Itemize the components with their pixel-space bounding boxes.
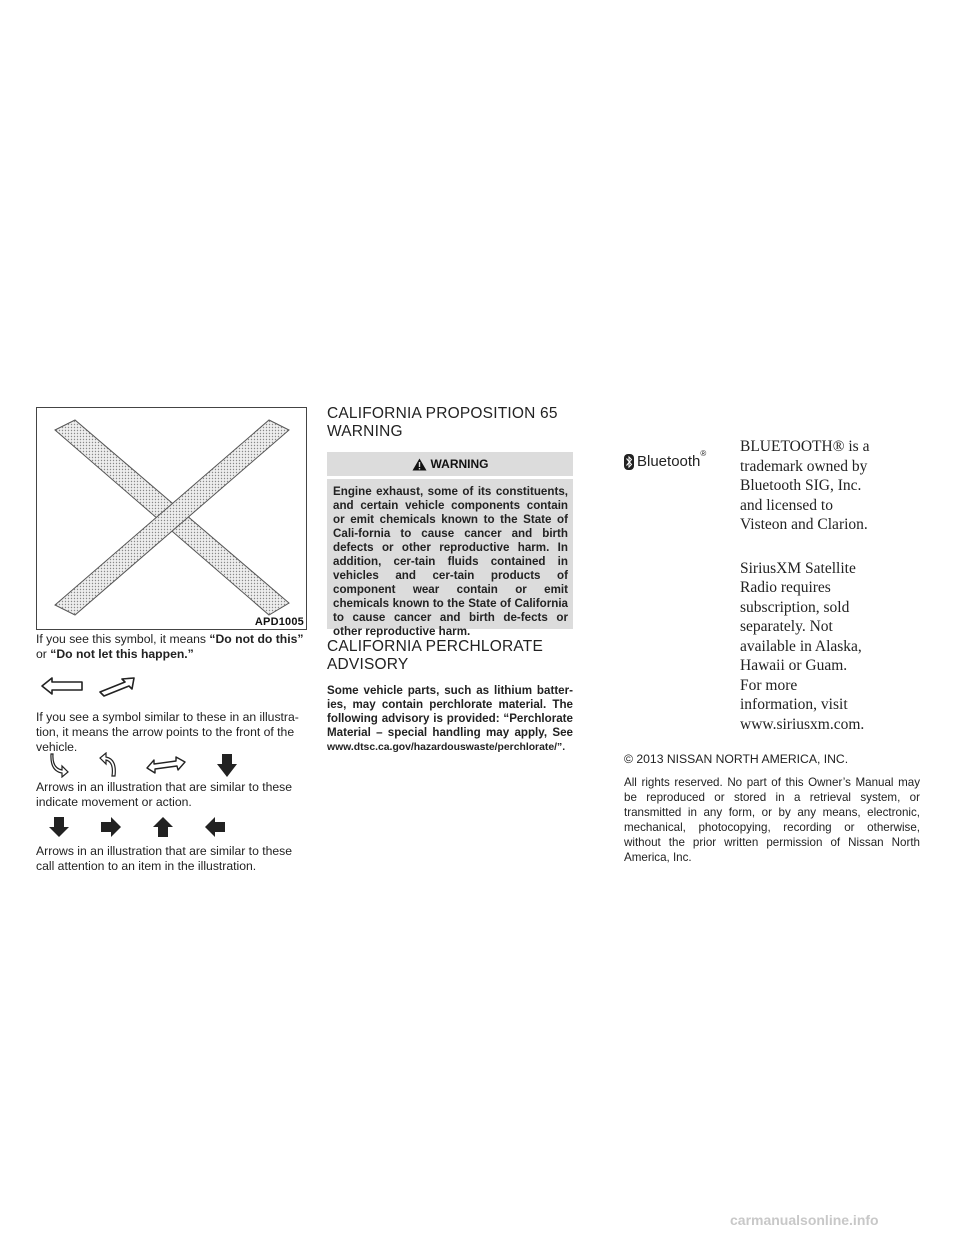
rights-paragraph: All rights reserved. No part of this Owner’s Manual may be reproduced or stored in a retrieval system, or transmitted in any form, or by any means, electronic, mechanical, photocopying, recording or otherwise, without the prior written permission of Nissan North America, Inc. xyxy=(624,776,920,864)
block-arrow-left-icon xyxy=(204,816,226,838)
front-arrow-paragraph: If you see a symbol similar to these in an illustra-tion, it means the arrow points to the front of the vehicle. xyxy=(36,710,299,754)
perchlorate-heading-line2: ADVISORY xyxy=(327,656,409,673)
bt-line: trademark owned by xyxy=(740,457,868,475)
warning-triangle-icon xyxy=(412,458,427,471)
block-arrow-right-icon xyxy=(100,816,122,838)
callout-arrows-row xyxy=(48,816,226,838)
sirius-line: separately. Not xyxy=(740,618,833,635)
bent-arrow-down-icon xyxy=(214,752,238,778)
advisory-url[interactable]: www.dtsc.ca.gov/hazardouswaste/perchlorate/”. xyxy=(327,742,566,753)
sirius-line: For more xyxy=(740,676,798,694)
movement-arrows-row xyxy=(50,752,238,778)
do-not-x-icon xyxy=(37,408,306,629)
bt-line: BLUETOOTH® is a xyxy=(740,438,870,455)
prop65-heading xyxy=(327,405,577,441)
sirius-line: subscription, sold xyxy=(740,598,850,616)
perchlorate-heading-line1: CALIFORNIA PERCHLORATE xyxy=(327,638,543,655)
p1-or: or xyxy=(36,647,51,661)
siriusxm-notice-text xyxy=(740,559,940,735)
bluetooth-logo-text: Bluetooth xyxy=(637,453,701,470)
bt-line: Bluetooth SIG, Inc. xyxy=(740,477,862,494)
bt-line: Visteon and Clarion. xyxy=(740,516,868,533)
p1-bold-do-not-do: “Do not do this” xyxy=(209,632,304,646)
perchlorate-advisory xyxy=(327,684,573,755)
bluetooth-trademark-text xyxy=(740,437,940,535)
double-arrow-icon xyxy=(146,755,186,775)
front-arrow-left-icon xyxy=(40,675,84,697)
perchlorate-heading xyxy=(327,638,577,674)
front-arrow-diagonal-icon xyxy=(94,675,138,697)
movement-paragraph: Arrows in an illustration that are similar to these indicate movement or action. xyxy=(36,780,293,809)
front-arrows-row xyxy=(40,675,138,697)
warning-label: WARNING xyxy=(430,457,489,471)
copyright-line: © 2013 NISSAN NORTH AMERICA, INC. xyxy=(624,752,849,766)
block-arrow-down-icon xyxy=(48,816,70,838)
warning-header xyxy=(327,452,573,476)
bluetooth-logo-reg: ® xyxy=(700,449,707,458)
sirius-line: available in Alaska, xyxy=(740,637,862,655)
trademark-notices xyxy=(740,437,940,734)
advisory-text: Some vehicle parts, such as lithium batter-ies, may contain perchlorate material. The following advisory is provided: “Perchlorate Material – special handling may apply, See xyxy=(327,684,573,739)
sirius-line: SiriusXM Satellite xyxy=(740,559,856,577)
prop65-heading-line1: CALIFORNIA PROPOSITION 65 xyxy=(327,405,558,422)
sirius-line: information, visit xyxy=(740,696,848,713)
do-not-symbol-figure xyxy=(36,407,307,630)
curved-arrow-down-icon xyxy=(50,752,70,778)
sirius-url-line[interactable]: www.siriusxm.com. xyxy=(740,715,865,733)
warning-text: Engine exhaust, some of its constituents, and certain vehicle components contain or emit chemicals known to the State of Cali-fornia to cause cancer and birth defects or other reproductive harm. In addition, cer-tain fluids contained in vehicles and cer-tain products of component wear contain or emit chemicals known to the State of California to cause cancer and birth de-fects or other reproductive harm. xyxy=(333,485,568,638)
figure-label: APD1005 xyxy=(254,616,304,628)
bt-line: and licensed to xyxy=(740,496,833,514)
bluetooth-rune-icon xyxy=(624,454,634,470)
sirius-line: Radio requires xyxy=(740,579,831,596)
p1-bold-do-not-let: “Do not let this happen.” xyxy=(50,647,194,661)
site-watermark: carmanualsonline.info xyxy=(730,1212,879,1228)
prop65-heading-line2: WARNING xyxy=(327,423,403,440)
block-arrow-up-icon xyxy=(152,816,174,838)
sirius-line: Hawaii or Guam. xyxy=(740,657,848,674)
p1-text: If you see this symbol, it means xyxy=(36,632,210,646)
warning-box xyxy=(327,452,573,638)
curved-arrow-up-icon xyxy=(98,752,118,778)
bluetooth-logo xyxy=(624,449,707,470)
callout-paragraph: Arrows in an illustration that are similar to these call attention to an item in the illustration. xyxy=(36,844,293,873)
do-not-paragraph xyxy=(36,632,308,662)
